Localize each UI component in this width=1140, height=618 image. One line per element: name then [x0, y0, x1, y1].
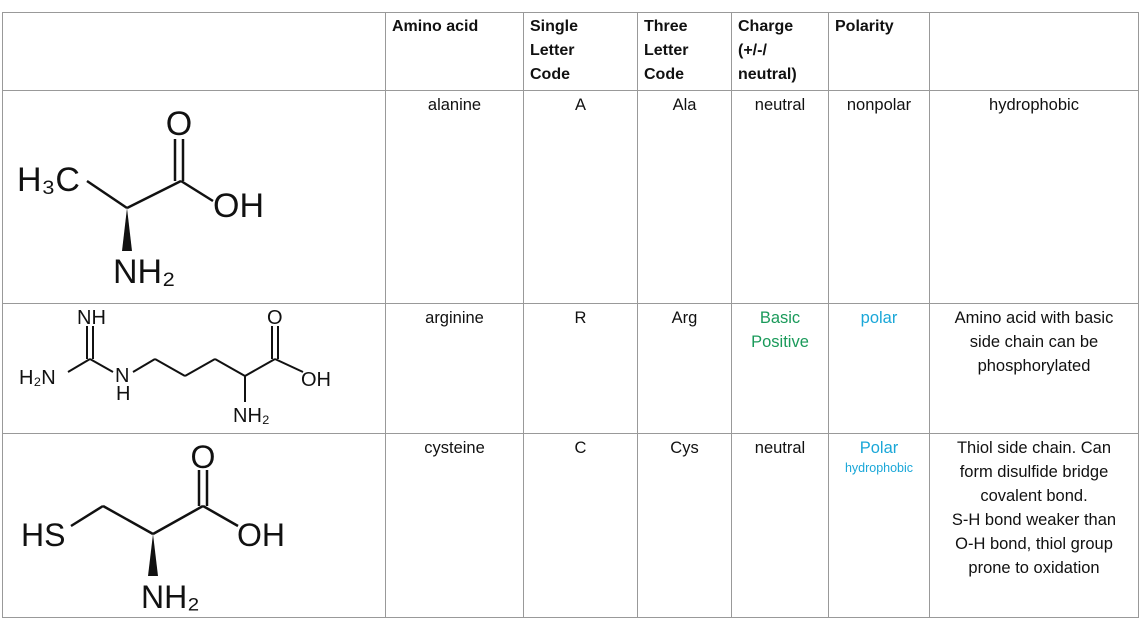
- arginine-three: Arg: [638, 304, 732, 434]
- amino-acid-table: [2, 12, 1139, 618]
- arginine-single: R: [524, 304, 638, 434]
- cysteine-charge: neutral: [732, 434, 829, 618]
- alanine-polarity: nonpolar: [829, 91, 930, 304]
- alanine-structure-drawing: [3, 91, 386, 298]
- cysteine-nh2-label: NH₂: [141, 579, 200, 612]
- cysteine-single: C: [524, 434, 638, 618]
- arginine-h-label: H: [116, 383, 131, 405]
- header-three-letter: Three Letter Code: [638, 13, 732, 91]
- cysteine-name: cysteine: [386, 434, 524, 618]
- alanine-single: A: [524, 91, 638, 304]
- arginine-oh-label: OH: [301, 369, 331, 391]
- arginine-nh-label: NH: [77, 307, 106, 329]
- alanine-structure: [3, 91, 386, 304]
- arginine-name: arginine: [386, 304, 524, 434]
- arginine-nh2-label: NH₂: [233, 405, 270, 427]
- alanine-three: Ala: [638, 91, 732, 304]
- arginine-o-label: O: [267, 307, 283, 329]
- arginine-charge: Basic Positive: [732, 304, 829, 434]
- arginine-h2n-label: H₂N: [19, 367, 56, 389]
- header-row: [3, 13, 1139, 91]
- cysteine-o-label: O: [190, 439, 216, 475]
- header-single-letter: Single Letter Code: [524, 13, 638, 91]
- cysteine-structure-drawing: [3, 434, 386, 612]
- arginine-structure: [3, 304, 386, 434]
- alanine-oh-label: OH: [213, 187, 264, 225]
- alanine-nh2-label: NH₂: [113, 253, 176, 291]
- table-row-arginine: [3, 304, 1139, 434]
- cysteine-polarity: Polar hydrophobic: [829, 434, 930, 618]
- alanine-charge: neutral: [732, 91, 829, 304]
- alanine-h3c-label: H₃C: [17, 161, 80, 199]
- cysteine-structure: [3, 434, 386, 618]
- arginine-polarity: polar: [829, 304, 930, 434]
- cysteine-note: Thiol side chain. Can form disulfide bridge covalent bond. S-H bond weaker than O-H bond, thiol group prone to oxidation: [930, 434, 1139, 618]
- alanine-note: hydrophobic: [930, 91, 1139, 304]
- header-amino-acid: Amino acid: [386, 13, 524, 91]
- header-polarity: Polarity: [829, 13, 930, 91]
- cysteine-oh-label: OH: [237, 517, 285, 553]
- cysteine-three: Cys: [638, 434, 732, 618]
- table-row-cysteine: [3, 434, 1139, 618]
- arginine-note: Amino acid with basic side chain can be phosphorylated: [930, 304, 1139, 434]
- cysteine-hs-label: HS: [21, 517, 66, 553]
- table-row-alanine: [3, 91, 1139, 304]
- header-structure: [3, 13, 386, 91]
- header-notes: [930, 13, 1139, 91]
- alanine-o-label: O: [165, 105, 193, 143]
- alanine-name: alanine: [386, 91, 524, 304]
- arginine-n-label: N: [115, 365, 130, 387]
- arginine-structure-drawing: [3, 304, 386, 428]
- header-charge: Charge (+/-/ neutral): [732, 13, 829, 91]
